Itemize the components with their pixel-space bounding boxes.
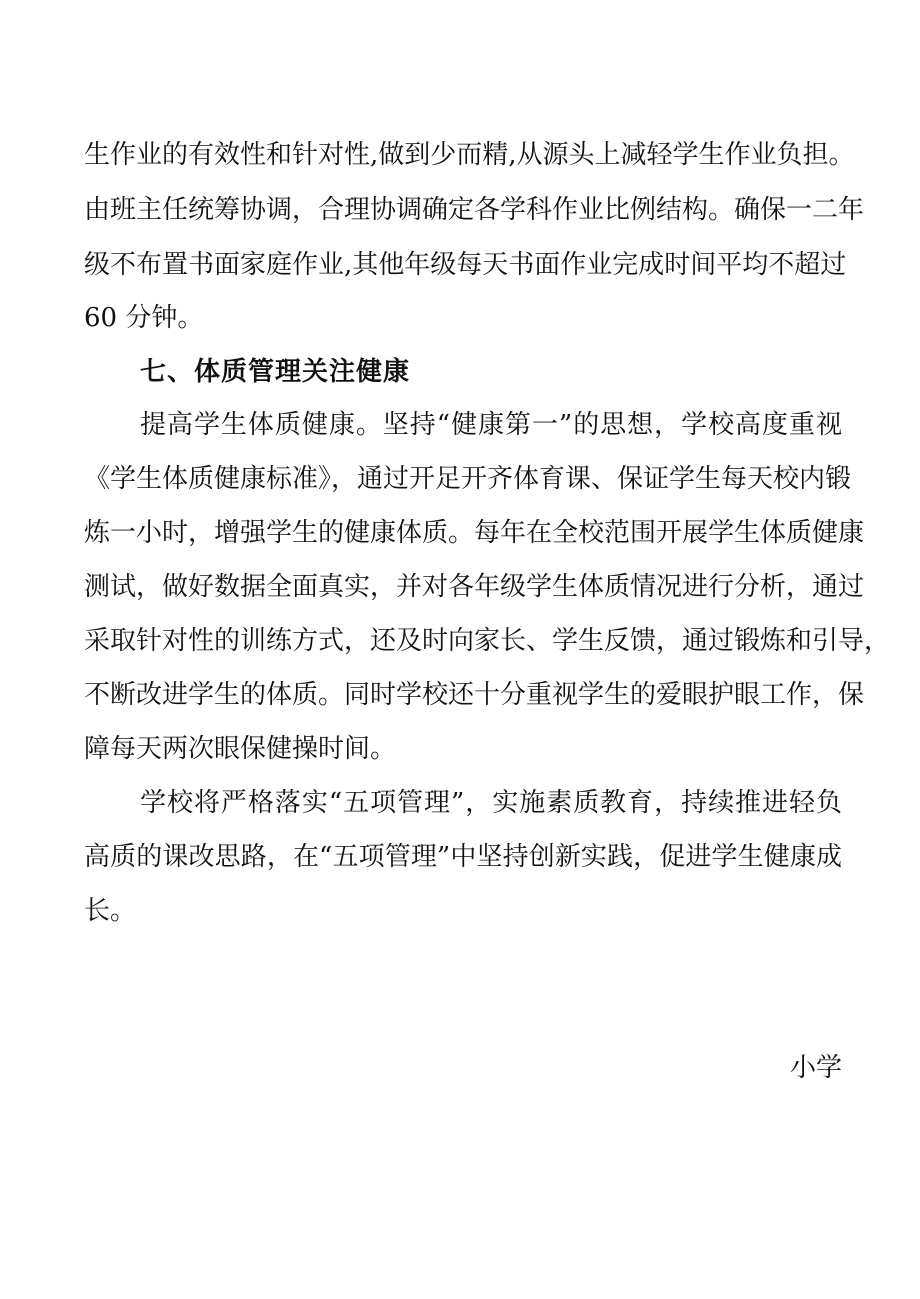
paragraph-1-line-2: 由班主任统筹协调，合理协调确定各学科作业比例结构。确保一二年: [84, 195, 865, 225]
paragraph-3-line-2: 高质的课改思路，在“五项管理”中坚持创新实践，促进学生健康成: [84, 842, 842, 872]
paragraph-2-line-5: 采取针对性的训练方式，还及时向家长、学生反馈，通过锻炼和引导，: [84, 626, 891, 656]
paragraph-2-line-6: 不断改进学生的体质。同时学校还十分重视学生的爱眼护眼工作，保: [84, 680, 865, 710]
paragraph-3-line-1: 学校将严格落实“五项管理”，实施素质教育，持续推进轻负: [140, 788, 842, 818]
paragraph-3-line-3: 长。: [84, 896, 137, 926]
paragraph-1-line-3: 级不布置书面家庭作业,其他年级每天书面作业完成时间平均不超过: [84, 250, 847, 280]
section-heading: 七、体质管理关注健康: [140, 357, 411, 387]
paragraph-2-line-7: 障每天两次眼保健操时间。: [84, 734, 397, 764]
paragraph-2-line-3: 炼一小时，增强学生的健康体质。每年在全校范围开展学生体质健康: [84, 518, 865, 548]
paragraph-1-line-1: 生作业的有效性和针对性,做到少而精,从源头上减轻学生作业负担。: [84, 140, 855, 170]
paragraph-2-line-2: 《学生体质健康标准》，通过开足开齐体育课、保证学生每天校内锻: [84, 464, 852, 494]
paragraph-1-line-4: 60 分钟。: [84, 303, 204, 333]
paragraph-2-line-4: 测试，做好数据全面真实，并对各年级学生体质情况进行分析，通过: [84, 572, 865, 602]
paragraph-2-line-1: 提高学生体质健康。坚持“健康第一”的思想，学校高度重视: [140, 410, 842, 440]
signature: 小学: [789, 1053, 842, 1083]
